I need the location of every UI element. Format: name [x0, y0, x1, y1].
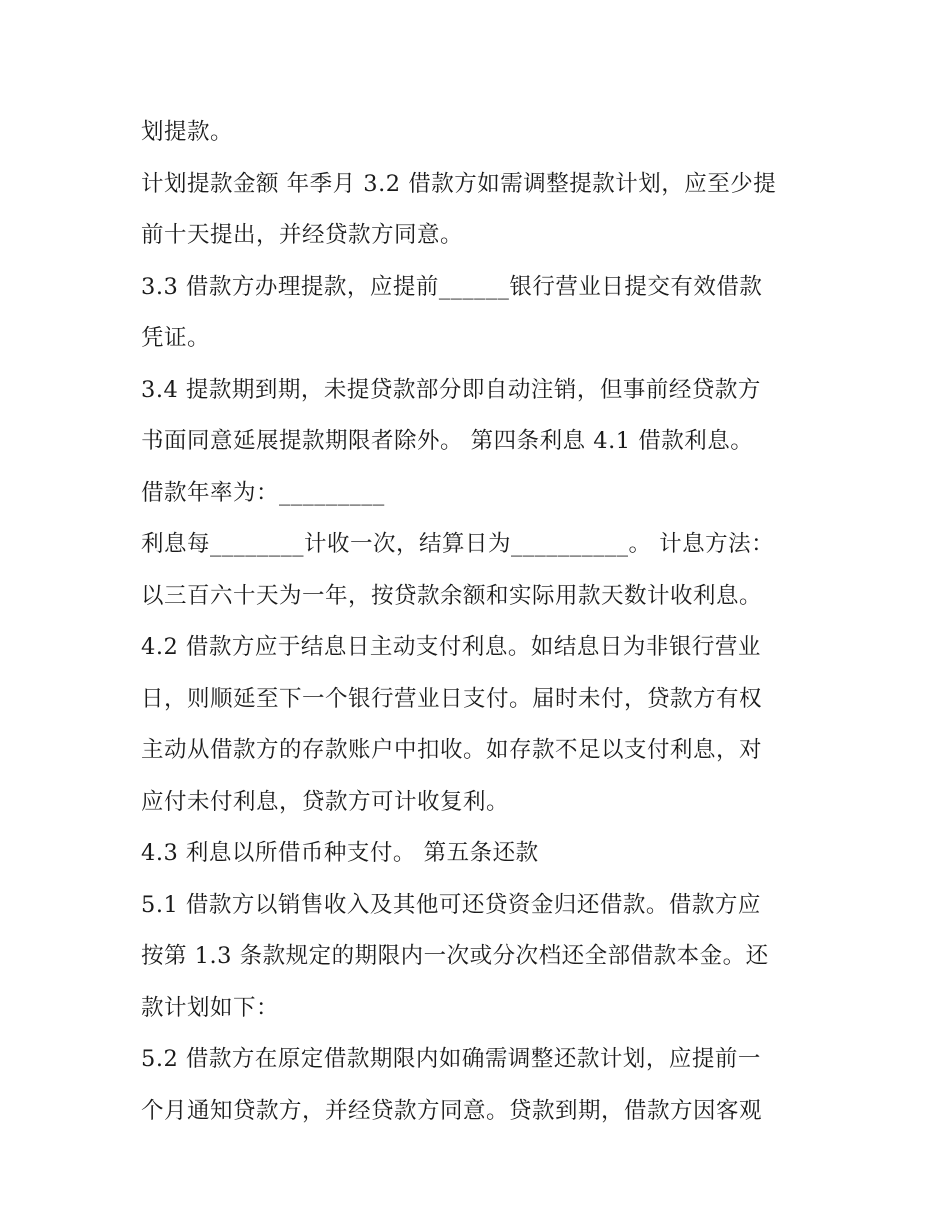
text-line: 计划提款金额 年季月 3.2 借款方如需调整提款计划，应至少提: [141, 170, 777, 197]
text-line: 4.3 利息以所借币种支付。 第五条还款: [141, 840, 539, 866]
text-line: 3.4 提款期到期，未提贷款部分即自动注销，但事前经贷款方: [141, 376, 761, 403]
text-line: 个月通知贷款方，并经贷款方同意。贷款到期，借款方因客观: [141, 1097, 763, 1124]
text-line: 凭证。: [141, 325, 211, 351]
text-line: 以三百六十天为一年，按贷款余额和实际用款天数计收利息。: [141, 582, 763, 609]
text-line: 划提款。: [141, 119, 234, 145]
text-line: 款计划如下：: [141, 994, 280, 1021]
text-line: 5.2 借款方在原定借款期限内如确需调整还款计划，应提前一: [141, 1046, 761, 1072]
text-line: 利息每________计收一次，结算日为__________。 计息方法：: [141, 531, 775, 557]
text-line: 前十天提出，并经贷款方同意。: [141, 222, 464, 248]
text-line: 主动从借款方的存款账户中扣收。如存款不足以支付利息，对: [141, 737, 763, 763]
document-body: [141, 107, 821, 1137]
text-line: 5.1 借款方以销售收入及其他可还贷资金归还借款。借款方应: [141, 891, 761, 918]
text-line: 3.3 借款方办理提款，应提前______银行营业日提交有效借款: [141, 273, 763, 300]
text-line: 按第 1.3 条款规定的期限内一次或分次档还全部借款本金。还: [141, 943, 769, 969]
text-line: 借款年率为：_________: [141, 479, 385, 506]
text-line: 日，则顺延至下一个银行营业日支付。届时未付，贷款方有权: [141, 685, 763, 712]
text-line: 应付未付利息，贷款方可计收复利。: [141, 788, 510, 815]
text-line: 4.2 借款方应于结息日主动支付利息。如结息日为非银行营业: [141, 634, 761, 660]
text-line: 书面同意延展提款期限者除外。 第四条利息 4.1 借款利息。: [141, 428, 754, 454]
